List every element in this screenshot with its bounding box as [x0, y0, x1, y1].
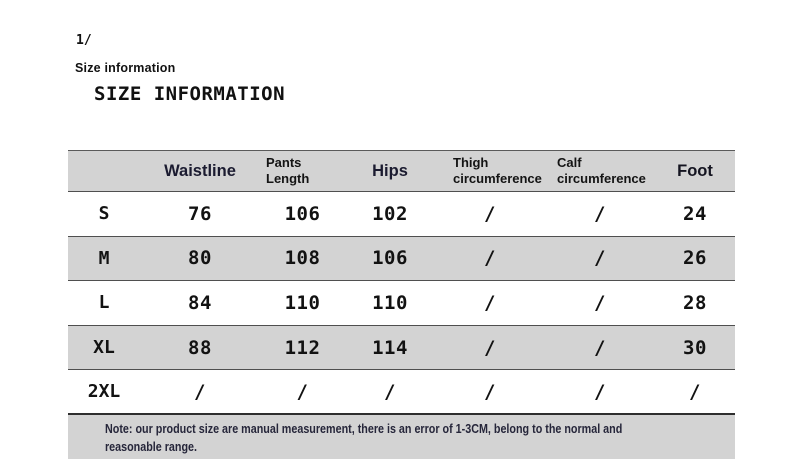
- size-note: [68, 415, 735, 459]
- page-title: SIZE INFORMATION: [94, 83, 286, 105]
- cell-hips: 110: [372, 291, 408, 314]
- cell-hips: 114: [372, 336, 408, 359]
- note-text-line1: Note: our product size are manual measurement, there is an error of 1-3CM, belong to the normal and: [105, 421, 623, 436]
- cell-foot: 30: [683, 336, 707, 359]
- size-label: M: [98, 247, 110, 269]
- cell-foot: 24: [683, 202, 707, 225]
- cell-waistline: 80: [188, 247, 212, 270]
- section-subtitle: Size information: [75, 61, 176, 75]
- cell-pants-length: 106: [284, 202, 321, 225]
- table-row-s: [68, 192, 735, 237]
- column-header-calf-circumference: Calf circumference: [557, 155, 646, 186]
- size-label: XL: [93, 337, 115, 359]
- size-label: S: [98, 203, 110, 225]
- cell-foot: /: [689, 380, 701, 403]
- table-row-2xl: [68, 370, 735, 415]
- cell-hips: /: [384, 380, 396, 403]
- table-row-m: [68, 237, 735, 282]
- cell-pants-length: /: [296, 380, 309, 403]
- size-table: [68, 150, 735, 459]
- cell-waistline: 84: [188, 291, 212, 314]
- cell-foot: 28: [683, 291, 707, 314]
- size-label: L: [98, 292, 110, 314]
- note-text-line2: reasonable range.: [105, 440, 198, 455]
- cell-thigh: /: [484, 336, 496, 359]
- column-header-hips: Hips: [372, 161, 408, 180]
- cell-thigh: /: [484, 202, 496, 225]
- column-header-foot: Foot: [677, 161, 713, 180]
- cell-waistline: 88: [188, 336, 212, 359]
- cell-pants-length: 108: [284, 247, 321, 270]
- cell-pants-length: 112: [284, 336, 321, 359]
- column-header-thigh-circumference: Thigh circumference: [453, 155, 542, 186]
- cell-waistline: /: [194, 380, 206, 403]
- cell-hips: 102: [372, 202, 408, 225]
- cell-foot: 26: [683, 247, 707, 270]
- column-header-waistline: Waistline: [164, 161, 236, 180]
- cell-thigh: /: [484, 291, 496, 314]
- page-indicator: 1/: [76, 33, 92, 48]
- cell-calf: /: [594, 247, 606, 270]
- table-header-row: [68, 150, 735, 192]
- cell-waistline: 76: [188, 202, 212, 225]
- table-row-l: [68, 281, 735, 326]
- column-header-pants-length: Pants Length: [266, 155, 310, 186]
- cell-thigh: /: [484, 380, 496, 403]
- size-label: 2XL: [87, 381, 121, 403]
- cell-thigh: /: [484, 247, 496, 270]
- cell-calf: /: [594, 380, 606, 403]
- cell-hips: 106: [372, 247, 408, 270]
- cell-calf: /: [594, 202, 606, 225]
- cell-calf: /: [594, 291, 606, 314]
- table-row-xl: [68, 326, 735, 371]
- cell-calf: /: [594, 336, 606, 359]
- cell-pants-length: 110: [284, 291, 321, 314]
